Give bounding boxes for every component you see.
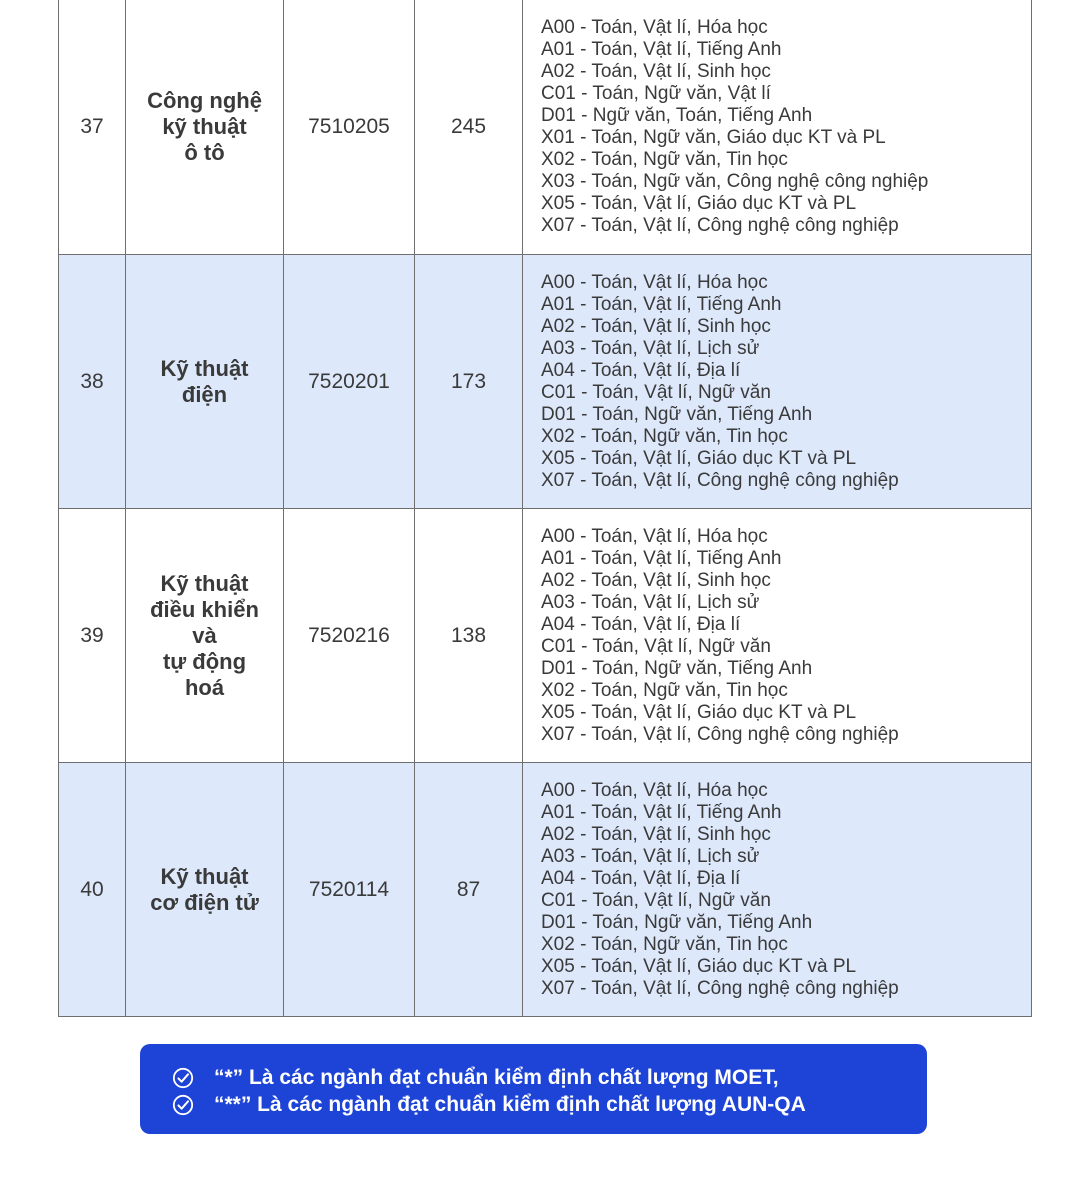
combo-item: X02 - Toán, Ngữ văn, Tin học [541,425,788,447]
combo-item: A04 - Toán, Vật lí, Địa lí [541,867,741,889]
combo-item: C01 - Toán, Vật lí, Ngữ văn [541,635,771,657]
combo-item: C01 - Toán, Ngữ văn, Vật lí [541,82,771,104]
table-row [59,509,1032,763]
combo-item: X07 - Toán, Vật lí, Công nghệ công nghiệp [541,723,899,745]
combo-item: A02 - Toán, Vật lí, Sinh học [541,60,771,82]
combo-item: A01 - Toán, Vật lí, Tiếng Anh [541,38,782,60]
quota: 87 [415,763,523,1017]
major-code: 7510205 [284,0,415,255]
row-number: 37 [59,0,126,255]
accreditation-note-box [140,1044,927,1134]
combo-item: A04 - Toán, Vật lí, Địa lí [541,613,741,635]
combo-item: D01 - Toán, Ngữ văn, Tiếng Anh [541,911,813,933]
combo-item: A03 - Toán, Vật lí, Lịch sử [541,591,760,613]
row-number: 39 [59,509,126,763]
combo-item: A01 - Toán, Vật lí, Tiếng Anh [541,293,782,315]
combo-item: X05 - Toán, Vật lí, Giáo dục KT và PL [541,192,857,214]
major-code: 7520216 [284,509,415,763]
check-circle-icon [172,1067,194,1089]
combo-list [523,526,1031,746]
combo-item: X07 - Toán, Vật lí, Công nghệ công nghiệp [541,469,899,491]
combo-item: X07 - Toán, Vật lí, Công nghệ công nghiệp [541,214,899,236]
combo-item: D01 - Toán, Ngữ văn, Tiếng Anh [541,403,813,425]
table-row [59,255,1032,509]
combo-list [523,17,1031,237]
combo-item: X05 - Toán, Vật lí, Giáo dục KT và PL [541,701,857,723]
combo-item: X07 - Toán, Vật lí, Công nghệ công nghiệp [541,977,899,999]
combo-item: A00 - Toán, Vật lí, Hóa học [541,16,768,38]
note-text: “**” Là các ngành đạt chuẩn kiểm định chất lượng AUN-QA [214,1092,806,1116]
combo-item: A02 - Toán, Vật lí, Sinh học [541,315,771,337]
combo-item: A03 - Toán, Vật lí, Lịch sử [541,845,760,867]
combo-item: X02 - Toán, Ngữ văn, Tin học [541,679,788,701]
row-number: 38 [59,255,126,509]
combo-item: A00 - Toán, Vật lí, Hóa học [541,271,768,293]
quota: 173 [415,255,523,509]
table-row [59,0,1032,255]
combo-item: X03 - Toán, Ngữ văn, Công nghệ công nghiệp [541,170,929,192]
quota: 245 [415,0,523,255]
table-row [59,763,1032,1017]
combo-item: D01 - Toán, Ngữ văn, Tiếng Anh [541,657,813,679]
check-circle-icon [172,1094,194,1116]
row-number: 40 [59,763,126,1017]
note-line-aun [172,1091,927,1118]
combo-item: A02 - Toán, Vật lí, Sinh học [541,569,771,591]
combo-item: A00 - Toán, Vật lí, Hóa học [541,779,768,801]
combo-item: C01 - Toán, Vật lí, Ngữ văn [541,889,771,911]
combo-item: A02 - Toán, Vật lí, Sinh học [541,823,771,845]
major-name: Kỹ thuật điều khiển và tự động hoá [150,570,259,700]
combo-item: D01 - Ngữ văn, Toán, Tiếng Anh [541,104,813,126]
combo-list [523,272,1031,492]
majors-table [58,0,1032,1017]
combo-item: X01 - Toán, Ngữ văn, Giáo dục KT và PL [541,126,886,148]
major-name: Kỹ thuật cơ điện tử [150,863,259,915]
combo-item: A00 - Toán, Vật lí, Hóa học [541,525,768,547]
note-text: “*” Là các ngành đạt chuẩn kiểm định chất lượng MOET, [214,1065,779,1089]
combo-item: X05 - Toán, Vật lí, Giáo dục KT và PL [541,955,857,977]
combo-item: X02 - Toán, Ngữ văn, Tin học [541,148,788,170]
major-code: 7520201 [284,255,415,509]
combo-list [523,780,1031,1000]
major-code: 7520114 [284,763,415,1017]
combo-item: X02 - Toán, Ngữ văn, Tin học [541,933,788,955]
combo-item: C01 - Toán, Vật lí, Ngữ văn [541,381,771,403]
note-line-moet [172,1064,927,1091]
combo-item: A01 - Toán, Vật lí, Tiếng Anh [541,801,782,823]
quota: 138 [415,509,523,763]
combo-item: X05 - Toán, Vật lí, Giáo dục KT và PL [541,447,857,469]
combo-item: A01 - Toán, Vật lí, Tiếng Anh [541,547,782,569]
major-name: Công nghệ kỹ thuật ô tô [147,87,262,165]
combo-item: A04 - Toán, Vật lí, Địa lí [541,359,741,381]
combo-item: A03 - Toán, Vật lí, Lịch sử [541,337,760,359]
major-name: Kỹ thuật điện [160,355,249,407]
